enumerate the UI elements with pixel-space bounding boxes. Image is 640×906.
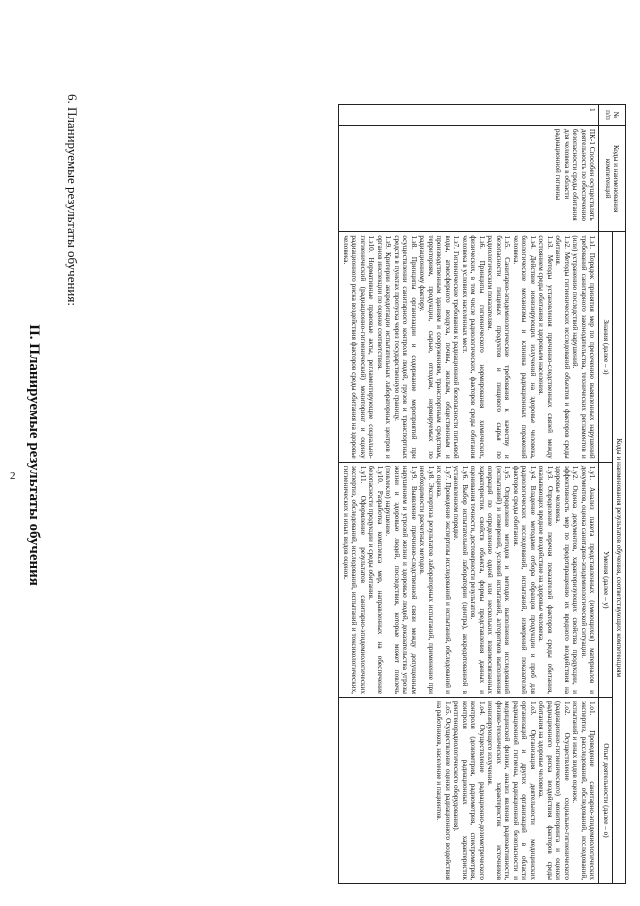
skill-item: 1.у3. Определение перечня показателей факторов среды обитания, оказывающих вредное воздействие на здоровье человека. (537, 465, 554, 694)
knowledge-item: 1.з7. Гигиенические требования к радиационной безопасности питьевой воды, атмосферного воздуха, почвы, жилым, общественным и производственным зданиям и сооружениям, транспортным средствам, территориям, продукции, сырью, отходам, нормируемых по радиационному фактору. (418, 235, 461, 459)
header-num: № п/п (599, 105, 626, 126)
row-skills (339, 462, 599, 697)
knowledge-item: 1.з6. Принципы гигиенического нормирования химических, физических, в том числе радиологических, факторов среды обитания человека в условиях населенных мест. (460, 235, 486, 459)
row-experience (339, 697, 599, 883)
experience-item: 1.о1. Проведение санитарно-эпидемиологических экспертиз, расследований, обследований, исследований, испытаний и иных видов оценок. (571, 700, 597, 880)
row-num: 1 (339, 105, 599, 126)
knowledge-item: 1.з2. Методы гигиенических исследований объектов и факторов среды обитания. (554, 235, 571, 459)
header-experience: Опыт деятельности (далее – о) (599, 697, 612, 883)
experience-item: 1.о5. Осуществление оценки радиационного воздействия на работников, население и пациентов. (435, 700, 452, 880)
subsection-title: 6. Планируемые результаты обучения: (65, 94, 80, 306)
row-competency: ПК-1 Способен осуществлять деятельность по обеспечению безопасности среды обитания для человека в области радиационной гигиены (339, 125, 599, 231)
skill-item: 1.у7. Проведение экспертизы исследований и испытаний, обследований и их оценка. (435, 465, 452, 694)
row-knowledge (339, 232, 599, 462)
header-knowledge: Знания (далее – з) (599, 232, 612, 462)
knowledge-item: 1.з8. Принципы организации и содержание мероприятий при осуществлении санитарного контроля людей, грузов и транспортных средств в пунктах пропуска через государственную границу. (392, 235, 418, 459)
experience-item: 1.о4. Осуществление радиационно-дозиметрического контроля (дозиметрия, радиометрия, спектрометрия, контроля радиационных характеристик рентгенорадиологического оборудования). (452, 700, 486, 880)
page-number: 2 (10, 470, 16, 482)
skill-item: 1.у11. Оформление результатов санитарно-эпидемиологических экспертиз, обследований, исследований, испытаний и токсикологических, гигиенических и иных видов оценок. (341, 465, 367, 694)
knowledge-item: 1.з10. Нормативные правовые акты, регламентирующие социально-гигиенический (радиационно-гигиенический) мониторинг и оценку радиационного риска воздействия факторов среды обитания на здоровье человека. (341, 235, 376, 459)
section-title: II. Планируемые результаты обучения (26, 324, 42, 586)
table-row (339, 105, 599, 884)
experience-item: 1.о2. Осуществление социально-гигиенического (радиационно-гигиенического) мониторинга и оценки радиационного риска воздействия факторов среды обитания на здоровье человека. (537, 700, 571, 880)
table-header-row (612, 105, 625, 884)
knowledge-item: 1.з1. Порядок принятия мер по пресечению выявленных нарушений требований санитарного законодательства, технических регламентов и (или) устранению последствий нарушений. (571, 235, 597, 459)
skill-item: 1.у6. Выбор испытательной лаборатории (центра), аккредитованной в установленном порядке. (452, 465, 469, 694)
skill-item: 1.у9. Выявление причинно-следственной связи между допущенным нарушением и угрозой жизни и здоровью людей, доказательства угрозы жизни и здоровью людей, последствия, которые может повлечь (повлекло) нарушение. (384, 465, 418, 694)
header-group: Коды и наименования результатов обучения, соответствующих компетенциям (612, 232, 625, 884)
knowledge-item: 1.з3. Методы установления причинно-следственных связей между состоянием среды обитания и здоровьем населения. (537, 235, 554, 459)
header-competency: Коды и наименования компетенций (599, 125, 626, 231)
skill-item: 1.у10. Разработка комплекса мер, направленных на обеспечение безопасности продукции и среды обитания. (367, 465, 384, 694)
knowledge-item: 1.з5. Санитарно-эпидемиологические требования к качеству и безопасности пищевых продуктов и пищевого сырья по радиологическим показателям. (486, 235, 512, 459)
skill-item: 1.у8. Экспертиза результатов лабораторных испытаний, применение при необходимости расчетных методов. (418, 465, 435, 694)
skill-item: 1.у4. Владение методами отбора образцов продукции и проб для радиологических исследований, испытаний, измерений показателей факторов среды обитания. (511, 465, 537, 694)
experience-item: 1.о3. Организация деятельности медицинских организаций и других организаций в области радиационной гигиены, радиационной безопасности и медицинской физики, анализ явления радиоактивности, физико-технических характеристик источников ионизирующего излучения. (486, 700, 537, 880)
skill-item: 1.у2. Оценка документов, характеризующих свойства продукции, и эффективность мер по предотвращению их вредного воздействия на здоровье человека. (554, 465, 580, 694)
header-skills: Умения (далее – у) (599, 462, 612, 697)
learning-outcomes-table (339, 104, 627, 884)
skill-item: 1.у5. Определение методов и методик выполнения исследований (испытаний) и измерений, условий испытаний, алгоритмов выполнения операций по определению одной или нескольких взаимосвязанных характеристик свойств объекта, формы представления данных и оценивания точности, достоверности результатов. (469, 465, 512, 694)
skill-item: 1.у1. Анализ пакета представленных (имеющихся) материалов и документов, оценка санитарно-эпидемиологической ситуации. (579, 465, 597, 694)
knowledge-item: 1.з4. Действие ионизирующих излучений на здоровье человека, биологические механизмы и клиника радиационных поражений человека. (511, 235, 537, 459)
rotated-page-content (26, 0, 640, 880)
knowledge-item: 1.з9. Критерии аккредитации испытательных лабораторных центров и органов инспекции по оценке соответствия. (375, 235, 393, 459)
